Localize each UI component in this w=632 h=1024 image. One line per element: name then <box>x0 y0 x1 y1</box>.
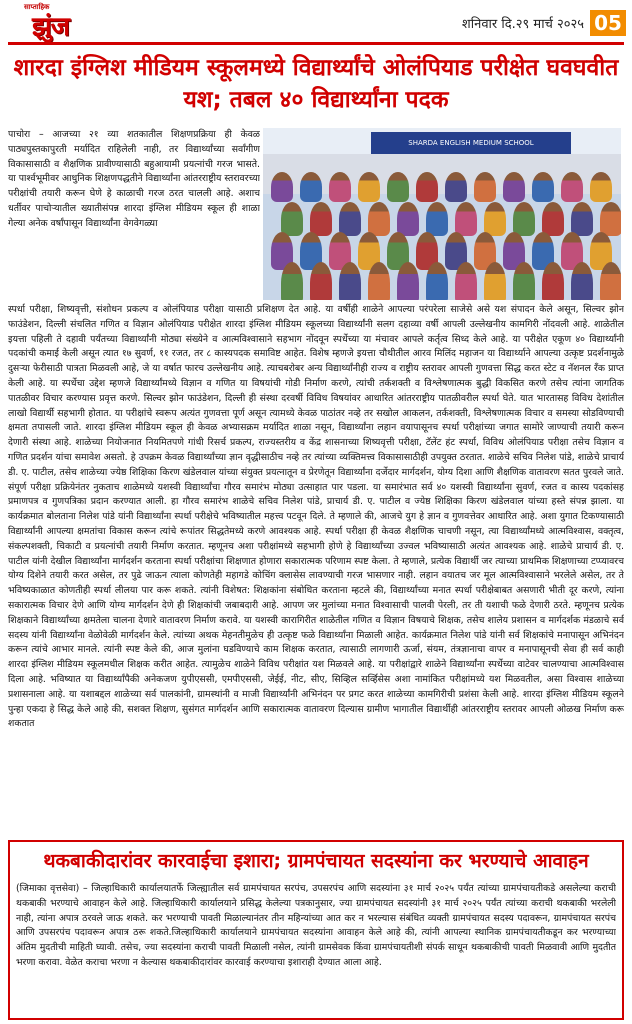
photo-person <box>329 172 351 202</box>
masthead <box>0 0 632 42</box>
photo-person <box>571 262 593 300</box>
article1-body <box>8 303 624 833</box>
photo-person <box>368 262 390 300</box>
article1-intro <box>8 128 260 304</box>
masthead-rule <box>8 42 624 45</box>
school-group-photo <box>263 128 621 300</box>
photo-person <box>600 262 621 300</box>
logo-title: झुंज <box>32 12 69 42</box>
photo-person <box>484 262 506 300</box>
article2-box <box>8 840 624 1020</box>
photo-person <box>455 202 477 236</box>
photo-person <box>426 262 448 300</box>
photo-person <box>600 202 621 236</box>
photo-person <box>571 202 593 236</box>
photo-person <box>310 202 332 236</box>
photo-person <box>300 172 322 202</box>
photo-person <box>358 172 380 202</box>
article1-headline: शारदा इंग्लिश मीडियम स्कूलमध्ये विद्यार्थ्यांचे ओलंपियाड परीक्षेत घवघवीत यश; तबल ४० विद्यार्थ्यांना पदक <box>13 55 619 113</box>
photo-person <box>339 262 361 300</box>
article2-body <box>16 882 616 1014</box>
photo-person <box>474 172 496 202</box>
photo-person <box>368 202 390 236</box>
page-number: 05 <box>590 10 626 36</box>
photo-person <box>590 172 612 202</box>
photo-person <box>455 262 477 300</box>
photo-person <box>542 202 564 236</box>
photo-person <box>426 202 448 236</box>
photo-person <box>513 262 535 300</box>
photo-person <box>310 262 332 300</box>
photo-banner: SHARDA ENGLISH MEDIUM SCHOOL <box>371 132 571 154</box>
article2-body-text: (जिमाका वृत्तसेवा) – जिल्हाधिकारी कार्यालयातर्फे जिल्ह्यातील सर्व ग्रामपंचायत सरपंच, उपसरपंच आणि सदस्यांना ३१ मार्च २०२५ पर्यंत त्यांच्या ग्रामपंचायतीकडे असलेल्या कराची थकबाकी भरण्याचे आवाहन केले आहे. जिल्हाधिकारी कार्यालयाने प्रसिद्ध केलेल्या पत्रकानुसार, ज्या ग्रामपंचायत सदस्यांनी ३१ मार्च २०२५ पर्यंत त्यांच्या कराची थकबाकी भरलेली नाही, त्यांना अपात्र ठरवले जाऊ शकते. कर भरण्याची पावती मिळाल्यानंतर तीन महिन्यांच्या आत कर न भरल्यास संबंधित व्यक्ती ग्रामपंचायत सदस्य पदावरून, ग्रामपंचायत सरपंच आणि उपसरपंच पदावरून अपात्र ठरू शकते.जिल्हाधिकारी कार्यालयाने ग्रामपंचायत सदस्यांना आवाहन केले आहे की, त्यांनी आपल्या स्थानिक ग्रामपंचायतीकडून कर भरण्याच्या अंतिम मुदतीची माहिती घ्यावी. तसेच, ज्या सदस्यांना कराची पावती मिळाली नसेल, त्यांनी ग्रामसेवक किंवा ग्रामपंचायतीशी संपर्क साधून थकबाकीची पावती मिळवावी आणि मुदतीत भरणा करावा. वेळेत कराचा भरणा न केल्यास थकबाकीदारांवर कारवाई करण्याचा इशाराही देण्यात आला आहे. <box>16 883 616 968</box>
photo-person <box>387 172 409 202</box>
photo-person <box>503 172 525 202</box>
photo-person <box>542 262 564 300</box>
photo-person <box>339 202 361 236</box>
photo-person <box>513 202 535 236</box>
photo-person <box>397 262 419 300</box>
photo-person <box>397 202 419 236</box>
photo-person <box>561 172 583 202</box>
photo-person <box>484 202 506 236</box>
photo-person <box>271 172 293 202</box>
logo-tagline: साप्ताहिक <box>24 3 50 11</box>
photo-person <box>445 172 467 202</box>
article2-headline: थकबाकीदारांवर कारवाईचा इशारा; ग्रामपंचायत सदस्यांना कर भरण्याचे आवाहन <box>43 850 589 872</box>
photo-person <box>532 172 554 202</box>
issue-date: शनिवार दि.२९ मार्च २०२५ <box>461 17 584 32</box>
photo-person <box>416 172 438 202</box>
article1-body-text: स्पर्धा परीक्षा, शिष्यवृत्ती, संशोधन प्रकल्प व ओलंपियाड परीक्षा यासाठी प्रशिक्षण देत आहे. या वर्षीही शाळेने आपल्या परंपरेला साजेसे असे यश संपादन केले असून, सिल्वर झोन फाउंडेशन, दिल्ली संचलित गणित व विज्ञान ओलंपियाड परीक्षेत शारदा इंग्लिश मीडियम स्कूलच्या विद्यार्थ्यांनी सलग दहाव्या वर्षी आपली उल्लेखनीय कामगिरी नोंदवली आहे. शाळेतील इयत्ता पहिली ते दहावी पर्यंतच्या विद्यार्थ्यांनी मोठ्या संख्येने व आत्मविश्वासाने सहभाग नोंदवून स्पर्धेच्या या मंचावर आपले कर्तृत्व सिध्द केले आहे. या परीक्षेत एकूण ४० विद्यार्थ्यांनी पदकांची कमाई केली असून त्यात १७ सुवर्ण, ११ रजत, तर ८ कास्यपदक समाविष्ट आहेत. विशेष म्हणजे इयत्ता चौथीतील आरव मिलिंद महाजन या विद्यार्थ्याने आपल्या उत्कृष्ट प्रदर्शनामुळे दुसऱ्या फेरीसाठी पात्रता मिळवली आहे, जे या वर्षात फारच उल्लेखनीय आहे. त्याचबरोबर अन्य विद्यार्थ्यांनीही राज्य व राष्ट्रीय स्तरावर आपली गुणवत्ता सिद्ध करत स्टेट व नॅशनल रँक प्राप्त केली आहे. या स्पर्धेचा उद्देश म्हणजे विद्यार्थ्यांमध्ये विज्ञान व गणित या विषयांची गोडी निर्माण करणे, त्यांची तर्कशक्ती व विश्लेषणात्मक बुद्धी विकसित करणे तसेच त्यांना जागतिक पातळीवर विचार करण्यास प्रवृत्त करणे. सिल्वर झोन फाउंडेशन, दिल्ली ही संस्था दरवर्षी विविध विषयांवर आधारित आंतरराष्ट्रीय पातळीवरील स्पर्धा घेते. यात भारतासह विविध देशांतील लाखो विद्यार्थी सहभागी होतात. या परीक्षांचे स्वरूप अत्यंत गुणवत्ता पूर्ण असून त्यामध्ये केवळ पाठांतर नव्हे तर सखोल आकलन, तर्कशक्ती, विश्लेषणात्मक विचार व समस्या सोडविण्याची क्षमता तपासली जाते. शारदा इंग्लिश मीडियम स्कूल ही केवळ अभ्यासक्रम मर्यादित शाळा नसून, विद्यार्थ्यांना लहान वयापासूनच स्पर्धा परीक्षांच्या जगात सामोरे जाण्याची तयारी करून देणारी संस्था आहे. शाळेच्या नियोजनात नियमितपणे गांधी रिसर्च प्रकल्प, राज्यस्तरीय व केंद्र शासनाच्या शिष्यवृत्ती परीक्षा, टॅलेंट हंट स्पर्धा, विविध ओलंपियाड परीक्षा तसेच विज्ञान व गणित प्रदर्शन यांचा समावेश असतो. हे उपक्रम केवळ विद्यार्थ्यांच्या ज्ञान वृद्धीसाठीच नव्हे तर त्यांच्या व्यक्तिमत्त्व विकासासाठीही उपयुक्त ठरतात. शाळेचे सचिव निलेश पांडे, शाळेचे प्राचार्य डी. ए. पाटील, तसेच शाळेच्या ज्येष्ठ शिक्षिका किरण खंडेलवाल यांच्या संयुक्त प्रयत्नातून व प्रेरणेतून विद्यार्थ्यांना दर्जेदार मार्गदर्शन, योग्य दिशा आणि शैक्षणिक वातावरण सतत पुरवले जाते. संपूर्ण परीक्षा प्रक्रियेनंतर नुकताच शाळेमध्ये यशस्वी विद्यार्थ्यांचा गौरव समारंभ मोठ्या उत्साहात पार पडला. या समारंभात सर्व ४० यशस्वी विद्यार्थ्यांना सुवर्ण, रजत व कास्य पदकांसह प्रमाणपत्र व गुणपत्रिका प्रदान करण्यात आली. हा गौरव समारंभ शाळेचे सचिव निलेश पांडे, प्राचार्य डी. ए. पाटील व ज्येष्ठ शिक्षिका किरण खंडेलवाल यांच्या हस्ते संपन्न झाला. या कार्यक्रमात बोलताना निलेश पांडे यांनी विद्यार्थ्यांना स्पर्धा परीक्षेचे भविष्यातील महत्त्व पटवून दिले. ते म्हणाले की, आजचे युग हे ज्ञान व गुणवत्तेवर आधारित आहे. अशा युगात टिकण्यासाठी विद्यार्थ्यांनी आपल्या क्षमतांचा विकास करून त्यांचे रूपांतर सिद्धतेमध्ये करणे आवश्यक आहे. स्पर्धा परीक्षा ही केवळ शैक्षणिक चाचणी नसून, त्या विद्यार्थ्यांमध्ये आत्मविश्वास, वक्तृत्व, संकल्पशक्ती, चिकाटी व प्रयत्नांची तयारी निर्माण करतात. म्हणूनच अशा परीक्षांमध्ये सहभागी होणे हे विद्यार्थ्यांच्या उज्वल भविष्यासाठी अत्यंत आवश्यक आहे. शाळेचे प्राचार्य डी. ए. पाटील यांनी देखील विद्यार्थ्यांना मार्गदर्शन करताना स्पर्धा परीक्षांचा शिक्षणात होणारा सकारात्मक परिणाम स्पष्ट केला. ते म्हणाले, प्रत्येक विद्यार्थी जर त्याच्या प्राथमिक शिक्षणाच्या टप्प्यावरच योग्य दिशेने तयारी करत असेल, तर पुढे जाऊन त्याला कोणतेही महागडे कोचिंग क्लासेस लावण्याची गरज भासणार नाही. लहान वयातच जर मूल आत्मविश्वासाने भरलेले असेल, तर ते भविष्यकाळात कोणतीही स्पर्धा लीलया पार करू शकते. त्यांनी विशेषत: शिक्षकांना संबोधित करताना म्हटले की, विद्यार्थ्यांच्या मनात स्पर्धा परीक्षेबाबत असणारी भीती दूर करणे, त्यांना सकारात्मक विचार देणे आणि योग्य मार्गदर्शन देणे ही शिक्षकांची जबाबदारी आहे. आपण जर मुलांच्या मनात विश्वासाची पालवी पेरली, तर ती यशाची फळे देणारी ठरते. म्हणूनच प्रत्येक शिक्षकाने विद्यार्थ्यांच्या क्षमतेला चालना देणारे वातावरण निर्माण करावे. या यशस्वी कारागिरीत शाळेतील गणित व विज्ञान विषयाचे शिक्षक, तसेच शालेय प्रशासन व मार्गदर्शक मंडळाचे सर्व सदस्य यांनी विद्यार्थ्यांना वेळोवेळी मार्गदर्शन केले. त्यांच्या अथक मेहनतीमुळेच ही उत्कृष्ट फळे विद्यार्थ्यांना मिळाली आहेत. कार्यक्रमात निलेश पांडे यांनी सर्व शिक्षकांचे मनापासून अभिनंदन करून त्यांचे आभार मानले. त्यांनी स्पष्ट केले की, आज मुलांना घडविण्याचे काम शिक्षक करतात, त्यासाठी लागणारी ऊर्जा, संयम, तंत्रज्ञानाचा वापर व मनापासूनची सेवा ही सर्व काही शारदा इंग्लिश मीडियम स्कूलमधील शिक्षक करीत आहेत. त्यामुळेच शाळेने विविध परीक्षांत यश मिळवले आहे. या परीक्षांद्वारे शाळेने विद्यार्थ्यांना स्पर्धेच्या वाटेवर चालण्याचा आत्मविश्वास दिला आहे. भविष्यात या विद्यार्थ्यांपैकी अनेकजण युपीएससी, एमपीएससी, जेईई, नीट, सीए, सिव्हिल सर्व्हिसेस अशा नामांकित परीक्षांमध्ये यश मिळवतील, असा विश्वास शाळेच्या प्रशासनाला आहे. या यशाबद्दल शाळेच्या सर्व पालकांनी, ग्रामस्थांनी व माजी विद्यार्थ्यांनी अभिनंदन पर प्रगट करत शाळेच्या कामगिरीची प्रशंसा केली आहे. शारदा इंग्लिश मीडियम स्कूलने पुन्हा एकदा हे सिद्ध केले आहे की, सशक्त शिक्षण, सुसंगत मार्गदर्शन आणि सकारात्मक वातावरण दिल्यास ग्रामीण भागातील विद्यार्थीही आंतरराष्ट्रीय स्तरावर आपली ओळख निर्माण करू शकतात <box>8 304 624 730</box>
newspaper-logo <box>10 2 98 40</box>
article1-intro-text: पाचोरा – आजच्या २१ व्या शतकातील शिक्षणप्रक्रिया ही केवळ पाठ्यपुस्तकापुरती मर्यादित राहिलेली नाही, तर विद्यार्थ्यांच्या सर्वांगीण विकासासाठी व शैक्षणिक प्रावीण्यासाठी बहुआयामी प्रयत्नांची गरज भासते. या पार्श्वभूमीवर आधुनिक शिक्षणपद्धतीने विद्यार्थ्यांना आंतरराष्ट्रीय स्तरावरच्या परीक्षांची तयारी करून घेणे हे काळाची गरज ठरत चालली आहे. अशाच धर्तीवर पाचोऱ्यातील ख्यातीसंपन्न शारदा इंग्लिश मीडियम स्कूल ही शाळा गेल्या अनेक वर्षांपासून विद्यार्थ्यांना वेगवेगळ्या <box>8 129 260 229</box>
photo-person <box>281 262 303 300</box>
photo-person <box>281 202 303 236</box>
